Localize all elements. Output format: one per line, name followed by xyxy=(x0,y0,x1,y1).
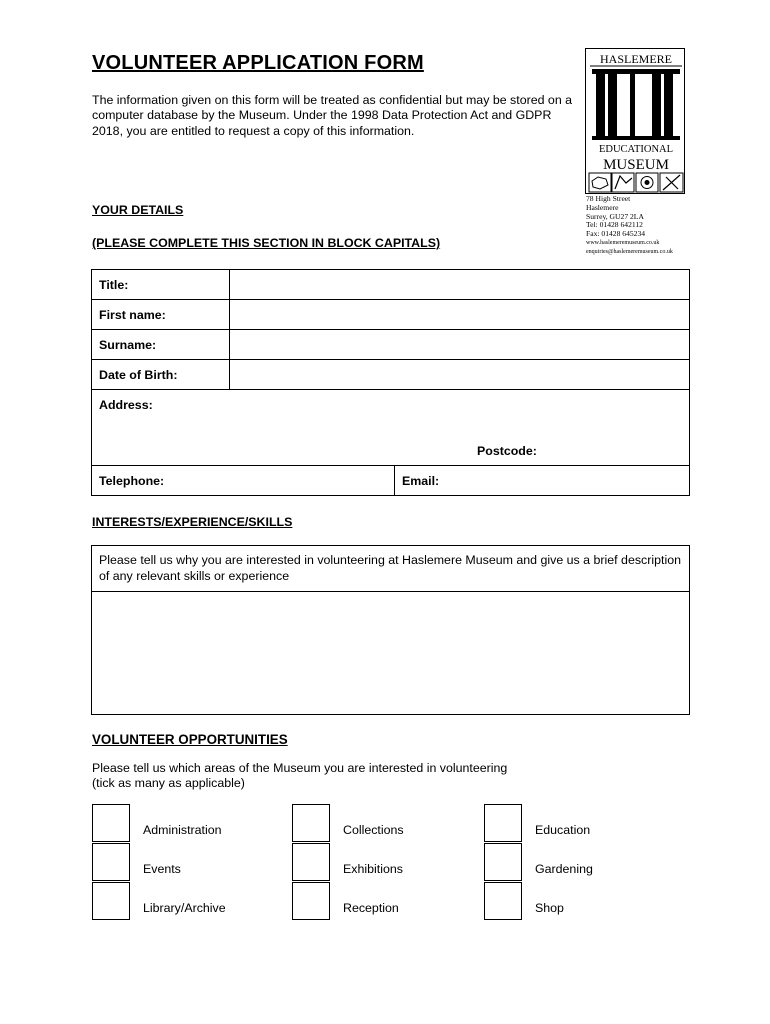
address-label: Address: xyxy=(99,398,153,412)
surname-input-cell[interactable] xyxy=(230,330,690,360)
collections-label: Collections xyxy=(343,823,404,837)
email-label[interactable]: Email: xyxy=(395,466,690,496)
address-fax: Fax: 01428 645234 xyxy=(586,229,646,239)
dob-input-cell[interactable] xyxy=(230,360,690,390)
gardening-checkbox[interactable] xyxy=(484,843,522,881)
museum-logo-graphic xyxy=(586,49,686,195)
your-details-table xyxy=(91,269,690,496)
title-input-cell[interactable] xyxy=(230,270,690,300)
address-web: www.haslemeremuseum.co.uk xyxy=(586,239,660,246)
education-checkbox[interactable] xyxy=(484,804,522,842)
block-capitals-heading: (PLEASE COMPLETE THIS SECTION IN BLOCK CAPITALS) xyxy=(92,236,441,250)
events-label: Events xyxy=(143,862,181,876)
shop-checkbox[interactable] xyxy=(484,882,522,920)
dob-label: Date of Birth: xyxy=(92,360,230,390)
reception-checkbox[interactable] xyxy=(292,882,330,920)
address-email: enquiries@haslemeremuseum.co.uk xyxy=(586,248,673,255)
first-name-input-cell[interactable] xyxy=(230,300,690,330)
address-tel: Tel: 01428 642112 xyxy=(586,220,643,230)
interests-table xyxy=(91,545,690,715)
shop-label: Shop xyxy=(535,901,564,915)
address-town: Haslemere xyxy=(586,202,619,212)
gardening-label: Gardening xyxy=(535,862,593,876)
opportunities-instruction-line1: Please tell us which areas of the Museum you are interested in volunteering xyxy=(92,761,508,775)
collections-checkbox[interactable] xyxy=(292,804,330,842)
your-details-heading: YOUR DETAILS xyxy=(92,203,184,217)
exhibitions-label: Exhibitions xyxy=(343,862,403,876)
form-title: VOLUNTEER APPLICATION FORM xyxy=(92,52,424,74)
first-name-label: First name: xyxy=(92,300,230,330)
library-archive-checkbox[interactable] xyxy=(92,882,130,920)
opportunities-instruction-line2: (tick as many as applicable) xyxy=(92,776,245,791)
opportunities-heading: VOLUNTEER OPPORTUNITIES xyxy=(92,732,288,747)
reception-label: Reception xyxy=(343,901,399,915)
address-input-cell[interactable] xyxy=(92,390,690,466)
confidentiality-notice: The information given on this form will be treated as confidential but may be stored on a computer database by the Museum. Under the 1998 Data Protection Act and GDPR 2018, you are entitled to request a copy of this information. xyxy=(92,93,573,138)
logo-text-museum: MUSEUM xyxy=(603,157,669,173)
exhibitions-checkbox[interactable] xyxy=(292,843,330,881)
museum-logo xyxy=(585,48,685,194)
interests-heading: INTERESTS/EXPERIENCE/SKILLS xyxy=(92,515,293,529)
logo-text-haslemere: HASLEMERE xyxy=(600,52,672,66)
interests-prompt: Please tell us why you are interested in volunteering at Haslemere Museum and give us a brief description of any relevant skills or experience xyxy=(92,546,690,592)
surname-label: Surname: xyxy=(92,330,230,360)
title-label: Title: xyxy=(92,270,230,300)
address-street: 78 High Street xyxy=(586,194,631,203)
library-archive-label: Library/Archive xyxy=(143,901,226,915)
interests-answer-area[interactable] xyxy=(92,592,690,715)
education-label: Education xyxy=(535,823,591,837)
museum-address xyxy=(586,195,673,257)
telephone-label[interactable]: Telephone: xyxy=(92,466,395,496)
opportunities-instruction xyxy=(92,761,507,792)
logo-text-educational: EDUCATIONAL xyxy=(598,144,674,155)
events-checkbox[interactable] xyxy=(92,843,130,881)
address-county: Surrey, GU27 2LA xyxy=(586,211,644,221)
administration-checkbox[interactable] xyxy=(92,804,130,842)
postcode-label: Postcode: xyxy=(477,444,537,458)
administration-label: Administration xyxy=(143,823,222,837)
